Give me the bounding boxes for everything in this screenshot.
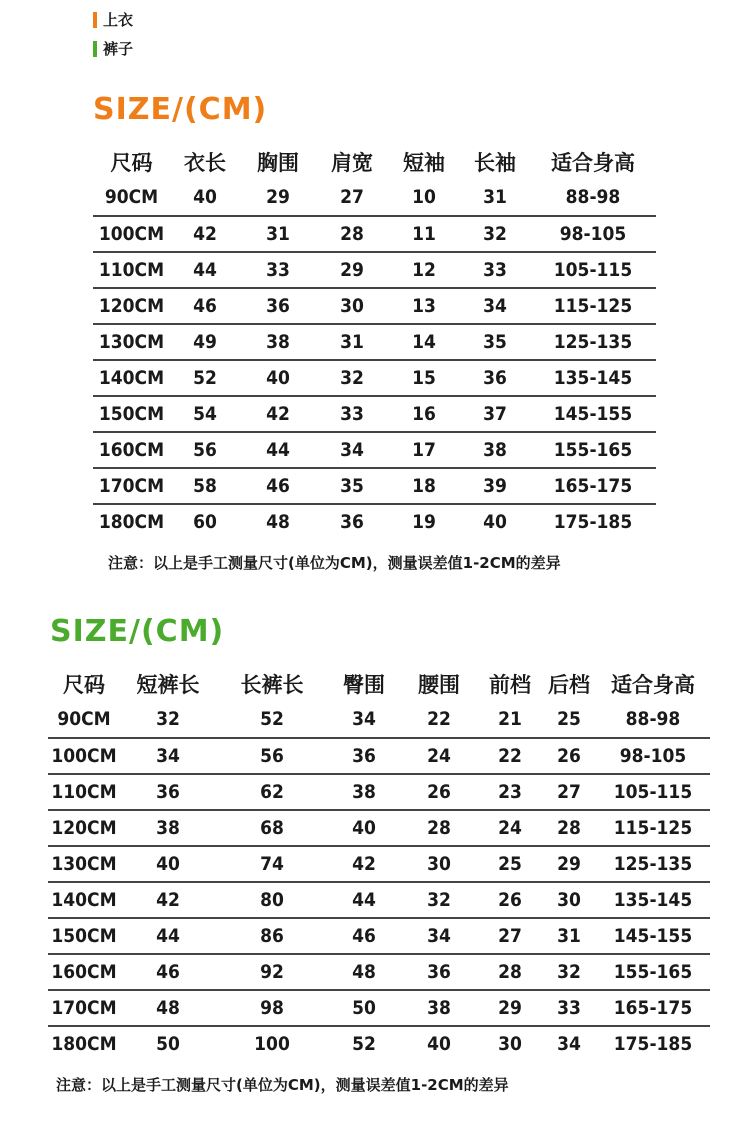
table-cell: 42 (170, 216, 240, 252)
top-size-title: SIZE/(CM) (93, 92, 268, 127)
header-row (48, 667, 710, 701)
table-cell: 28 (400, 810, 478, 846)
table-cell: 100CM (93, 216, 170, 252)
table-cell: 39 (460, 468, 530, 504)
table-cell: 40 (170, 179, 240, 216)
column-header: 短袖 (403, 151, 445, 175)
table-cell: 125-135 (596, 846, 710, 882)
table-cell: 44 (328, 882, 400, 918)
table-cell: 36 (340, 511, 364, 533)
table-cell: 35 (460, 324, 530, 360)
table-cell: 33 (542, 990, 596, 1026)
table-cell: 155-165 (530, 432, 656, 468)
table-cell: 88-98 (530, 179, 656, 216)
table-cell: 165-175 (530, 468, 656, 504)
table-cell: 48 (266, 511, 290, 533)
table-cell: 32 (542, 954, 596, 990)
table-cell: 11 (388, 216, 460, 252)
table-cell: 100 (254, 1033, 290, 1055)
table-cell: 29 (240, 179, 316, 216)
table-row (93, 396, 656, 432)
table-cell: 46 (240, 468, 316, 504)
pants-size-title: SIZE/(CM) (50, 614, 225, 649)
table-cell: 135-145 (530, 360, 656, 396)
table-cell: 105-115 (596, 774, 710, 810)
table-cell: 38 (240, 324, 316, 360)
table-cell: 105-115 (530, 252, 656, 288)
table-cell: 22 (400, 701, 478, 738)
top-measurement-note: 注意：以上是手工测量尺寸(单位为CM)，测量误差值1-2CM的差异 (108, 554, 561, 572)
table-cell: 100CM (48, 738, 120, 774)
table-cell: 14 (388, 324, 460, 360)
table-cell: 33 (316, 396, 388, 432)
table-cell: 175-185 (553, 511, 633, 533)
table-cell: 33 (460, 252, 530, 288)
table-cell: 22 (478, 738, 542, 774)
legend-top-item (93, 9, 133, 30)
table-row (93, 468, 656, 504)
table-cell: 44 (240, 432, 316, 468)
column-header: 尺码 (63, 673, 105, 697)
table-row (48, 1026, 710, 1061)
table-cell: 32 (316, 360, 388, 396)
table-cell: 26 (478, 882, 542, 918)
table-cell: 74 (216, 846, 328, 882)
table-cell: 34 (557, 1033, 581, 1055)
table-cell: 36 (400, 954, 478, 990)
table-cell: 50 (328, 990, 400, 1026)
column-header: 臀围 (343, 673, 385, 697)
table-cell: 110CM (93, 252, 170, 288)
table-cell: 115-125 (596, 810, 710, 846)
table-cell: 46 (170, 288, 240, 324)
table-cell: 29 (542, 846, 596, 882)
table-cell: 44 (170, 252, 240, 288)
table-cell: 52 (216, 701, 328, 738)
pants-measurement-note: 注意：以上是手工测量尺寸(单位为CM)，测量误差值1-2CM的差异 (56, 1076, 509, 1094)
table-cell: 140CM (48, 882, 120, 918)
table-cell: 32 (400, 882, 478, 918)
legend-top-label: 上衣 (103, 11, 134, 29)
table-cell: 88-98 (596, 701, 710, 738)
table-cell: 58 (170, 468, 240, 504)
table-cell: 36 (460, 360, 530, 396)
table-cell: 145-155 (596, 918, 710, 954)
table-cell: 27 (316, 179, 388, 216)
table-cell: 27 (542, 774, 596, 810)
table-cell: 86 (216, 918, 328, 954)
table-cell: 42 (120, 882, 216, 918)
table-cell: 17 (388, 432, 460, 468)
table-cell: 80 (216, 882, 328, 918)
table-cell: 37 (460, 396, 530, 432)
table-cell: 98-105 (530, 216, 656, 252)
table-cell: 160CM (48, 954, 120, 990)
table-row (93, 504, 656, 539)
table-cell: 110CM (48, 774, 120, 810)
table-cell: 38 (400, 990, 478, 1026)
table-cell: 30 (400, 846, 478, 882)
table-cell: 46 (328, 918, 400, 954)
table-row (93, 216, 656, 252)
table-cell: 135-145 (596, 882, 710, 918)
table-cell: 34 (460, 288, 530, 324)
table-cell: 115-125 (530, 288, 656, 324)
table-cell: 130CM (93, 324, 170, 360)
header-row (93, 145, 656, 179)
table-cell: 48 (328, 954, 400, 990)
column-header: 长裤长 (240, 673, 304, 697)
table-cell: 62 (216, 774, 328, 810)
table-cell: 120CM (48, 810, 120, 846)
table-cell: 35 (316, 468, 388, 504)
table-cell: 28 (478, 954, 542, 990)
table-cell: 25 (542, 701, 596, 738)
table-cell: 10 (388, 179, 460, 216)
table-cell: 29 (478, 990, 542, 1026)
table-row (48, 846, 710, 882)
table-cell: 31 (542, 918, 596, 954)
column-header: 腰围 (418, 673, 460, 697)
table-cell: 170CM (48, 990, 120, 1026)
table-row (48, 701, 710, 738)
table-row (93, 432, 656, 468)
table-cell: 25 (478, 846, 542, 882)
pants-size-table (48, 667, 710, 1061)
table-row (48, 738, 710, 774)
legend-pants-label: 裤子 (103, 40, 134, 58)
table-row (48, 918, 710, 954)
table-cell: 165-175 (596, 990, 710, 1026)
table-row (48, 882, 710, 918)
table-cell: 68 (216, 810, 328, 846)
table-cell: 36 (120, 774, 216, 810)
table-cell: 56 (170, 432, 240, 468)
table-cell: 15 (388, 360, 460, 396)
table-cell: 38 (328, 774, 400, 810)
table-cell: 32 (460, 216, 530, 252)
table-cell: 50 (156, 1033, 180, 1055)
top-size-table (93, 145, 656, 539)
table-cell: 56 (216, 738, 328, 774)
table-cell: 26 (400, 774, 478, 810)
column-header: 适合身高 (611, 673, 695, 697)
green-marker (93, 41, 97, 57)
table-cell: 34 (316, 432, 388, 468)
table-row (93, 360, 656, 396)
column-header: 胸围 (257, 151, 299, 175)
table-cell: 32 (120, 701, 216, 738)
table-cell: 98-105 (596, 738, 710, 774)
table-cell: 19 (412, 511, 436, 533)
table-cell: 40 (328, 810, 400, 846)
table-cell: 52 (352, 1033, 376, 1055)
column-header: 短裤长 (136, 673, 200, 697)
column-header: 适合身高 (551, 151, 635, 175)
orange-marker (93, 12, 97, 28)
table-cell: 46 (120, 954, 216, 990)
table-cell: 38 (460, 432, 530, 468)
table-row (93, 324, 656, 360)
table-cell: 18 (388, 468, 460, 504)
table-cell: 12 (388, 252, 460, 288)
table-cell: 120CM (93, 288, 170, 324)
table-cell: 36 (240, 288, 316, 324)
table-cell: 180CM (98, 511, 165, 533)
table-cell: 155-165 (596, 954, 710, 990)
table-cell: 27 (478, 918, 542, 954)
table-cell: 60 (193, 511, 217, 533)
table-cell: 98 (216, 990, 328, 1026)
table-cell: 52 (170, 360, 240, 396)
column-header: 前档 (489, 673, 531, 697)
table-cell: 175-185 (613, 1033, 693, 1055)
table-cell: 130CM (48, 846, 120, 882)
table-cell: 23 (478, 774, 542, 810)
table-cell: 150CM (93, 396, 170, 432)
table-cell: 24 (400, 738, 478, 774)
table-cell: 42 (240, 396, 316, 432)
table-cell: 26 (542, 738, 596, 774)
column-header: 衣长 (184, 151, 226, 175)
table-cell: 30 (316, 288, 388, 324)
table-cell: 31 (240, 216, 316, 252)
table-cell: 40 (240, 360, 316, 396)
table-cell: 90CM (93, 179, 170, 216)
legend-pants-item (93, 38, 133, 59)
table-cell: 49 (170, 324, 240, 360)
table-cell: 44 (120, 918, 216, 954)
table-cell: 160CM (93, 432, 170, 468)
column-header: 后档 (548, 673, 590, 697)
table-row (48, 990, 710, 1026)
table-cell: 31 (316, 324, 388, 360)
table-cell: 170CM (93, 468, 170, 504)
table-cell: 28 (316, 216, 388, 252)
table-row (93, 179, 656, 216)
table-cell: 29 (316, 252, 388, 288)
table-cell: 140CM (93, 360, 170, 396)
table-cell: 40 (483, 511, 507, 533)
table-cell: 30 (542, 882, 596, 918)
table-row (93, 252, 656, 288)
table-cell: 36 (328, 738, 400, 774)
column-header: 尺码 (110, 151, 153, 175)
table-row (93, 288, 656, 324)
table-cell: 24 (478, 810, 542, 846)
table-cell: 33 (240, 252, 316, 288)
table-cell: 92 (216, 954, 328, 990)
table-cell: 54 (170, 396, 240, 432)
table-cell: 30 (498, 1033, 522, 1055)
table-cell: 48 (120, 990, 216, 1026)
table-cell: 21 (478, 701, 542, 738)
table-cell: 16 (388, 396, 460, 432)
table-cell: 145-155 (530, 396, 656, 432)
column-header: 肩宽 (331, 151, 373, 175)
table-row (48, 954, 710, 990)
table-cell: 90CM (48, 701, 120, 738)
table-cell: 42 (328, 846, 400, 882)
table-cell: 150CM (48, 918, 120, 954)
table-cell: 13 (388, 288, 460, 324)
table-cell: 31 (460, 179, 530, 216)
table-cell: 40 (427, 1033, 451, 1055)
table-row (48, 774, 710, 810)
table-cell: 180CM (51, 1033, 117, 1055)
table-cell: 40 (120, 846, 216, 882)
column-header: 长袖 (474, 151, 516, 175)
table-cell: 34 (328, 701, 400, 738)
table-cell: 34 (120, 738, 216, 774)
table-cell: 38 (120, 810, 216, 846)
table-row (48, 810, 710, 846)
table-cell: 34 (400, 918, 478, 954)
table-cell: 28 (542, 810, 596, 846)
table-cell: 125-135 (530, 324, 656, 360)
